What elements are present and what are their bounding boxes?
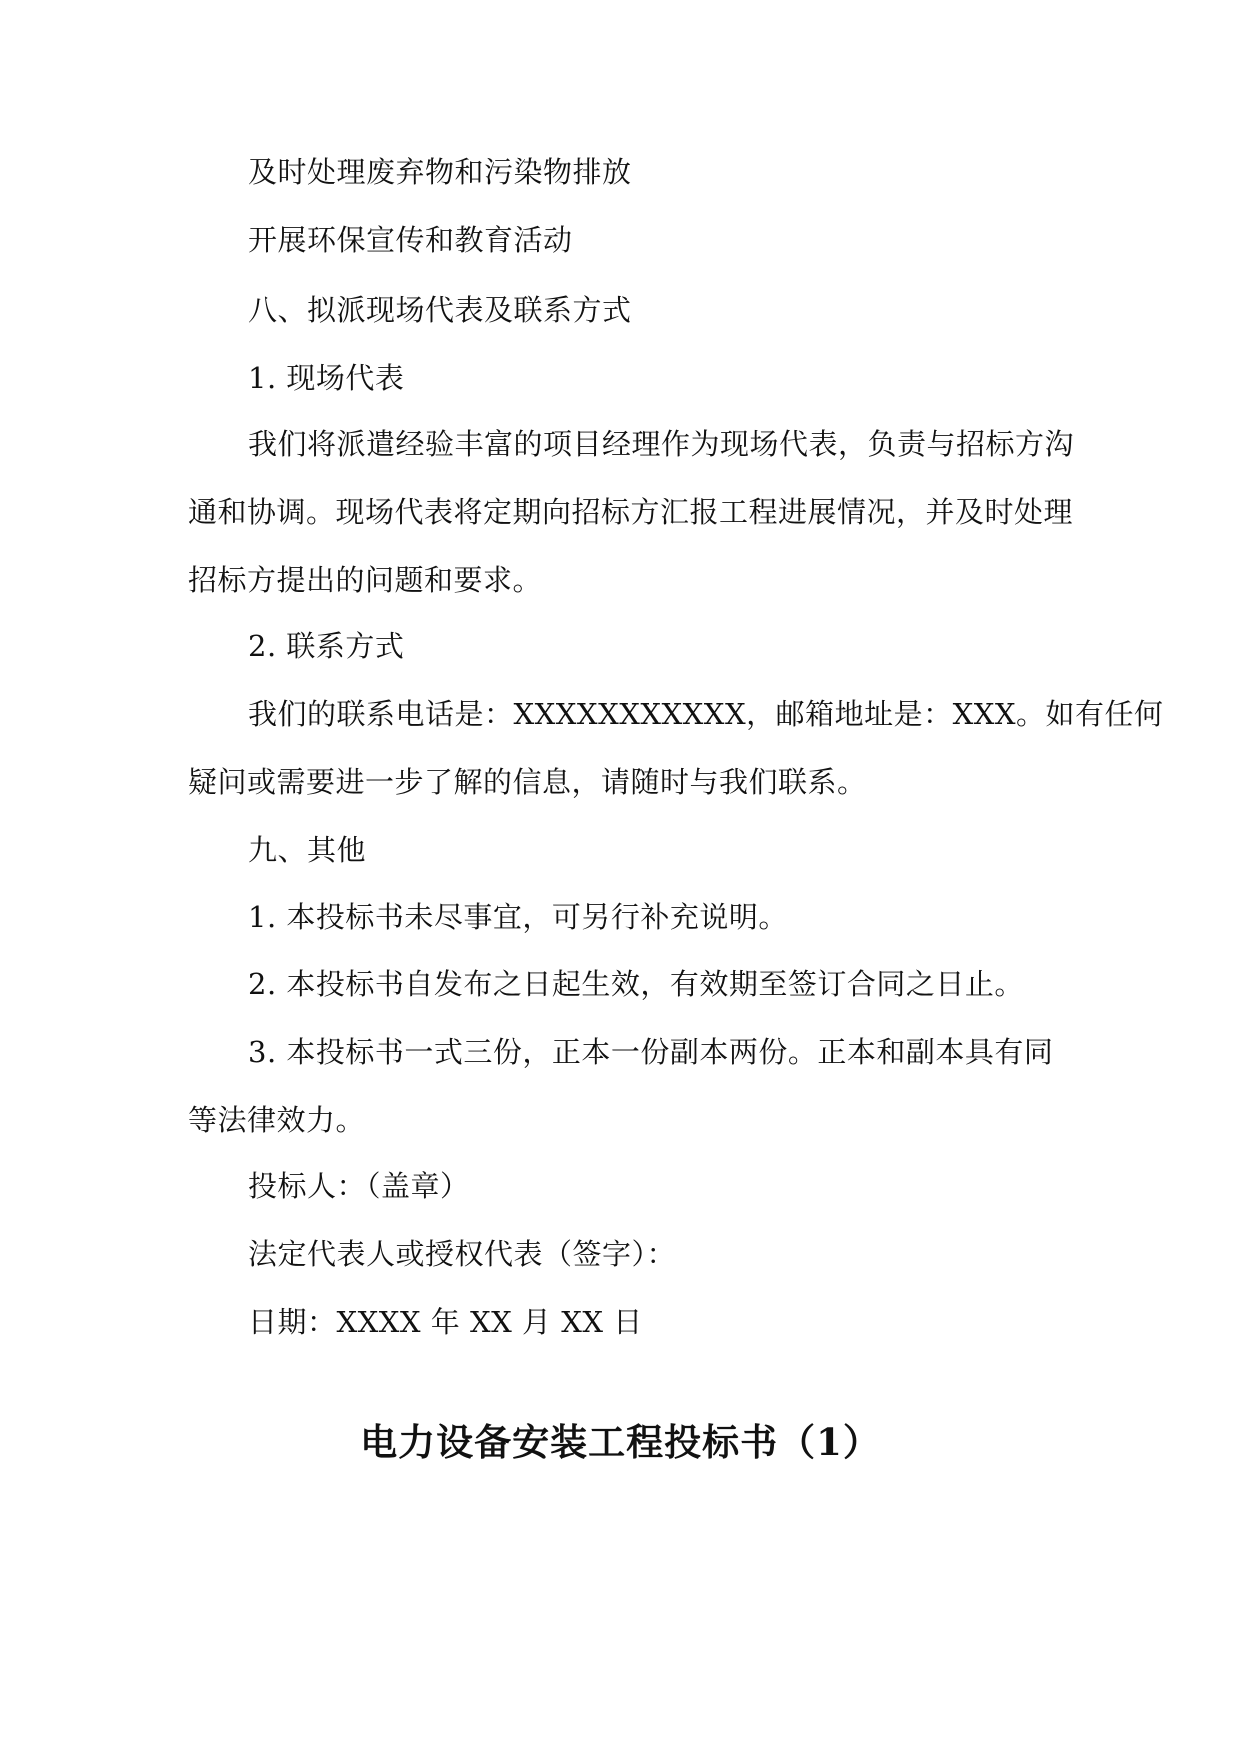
list-item-other-3-line-1: 3. 本投标书一式三份，正本一份副本两份。正本和副本具有同 [248,1035,1054,1069]
list-item-other-2: 2. 本投标书自发布之日起生效，有效期至签订合同之日止。 [248,967,1024,1001]
paragraph-waste-disposal: 及时处理废弃物和污染物排放 [248,155,632,189]
paragraph-env-education: 开展环保宣传和教育活动 [248,223,573,257]
subheading-site-representative: 1. 现场代表 [248,361,405,395]
next-section-title: 电力设备安装工程投标书（1） [360,1420,881,1464]
legal-representative-signature-line: 法定代表人或授权代表（签字）： [248,1237,677,1271]
paragraph-contact-line-2: 疑问或需要进一步了解的信息，请随时与我们联系。 [188,765,867,799]
paragraph-representative-line-1: 我们将派遣经验丰富的项目经理作为现场代表，负责与招标方沟 [248,427,1075,461]
list-item-other-1: 1. 本投标书未尽事宜，可另行补充说明。 [248,900,788,934]
bidder-seal-line: 投标人：（盖章） [248,1169,470,1203]
section-heading-site-representative: 八、拟派现场代表及联系方式 [248,293,632,327]
list-item-other-3-line-2: 等法律效力。 [188,1103,366,1137]
subheading-contact-info: 2. 联系方式 [248,629,405,663]
date-line: 日期：XXXX 年 XX 月 XX 日 [248,1305,643,1339]
paragraph-contact-line-1: 我们的联系电话是：XXXXXXXXXXX，邮箱地址是：XXX。如有任何 [248,697,1164,731]
section-heading-other: 九、其他 [248,833,367,867]
paragraph-representative-line-3: 招标方提出的问题和要求。 [188,563,543,597]
paragraph-representative-line-2: 通和协调。现场代表将定期向招标方汇报工程进展情况，并及时处理 [188,495,1074,529]
